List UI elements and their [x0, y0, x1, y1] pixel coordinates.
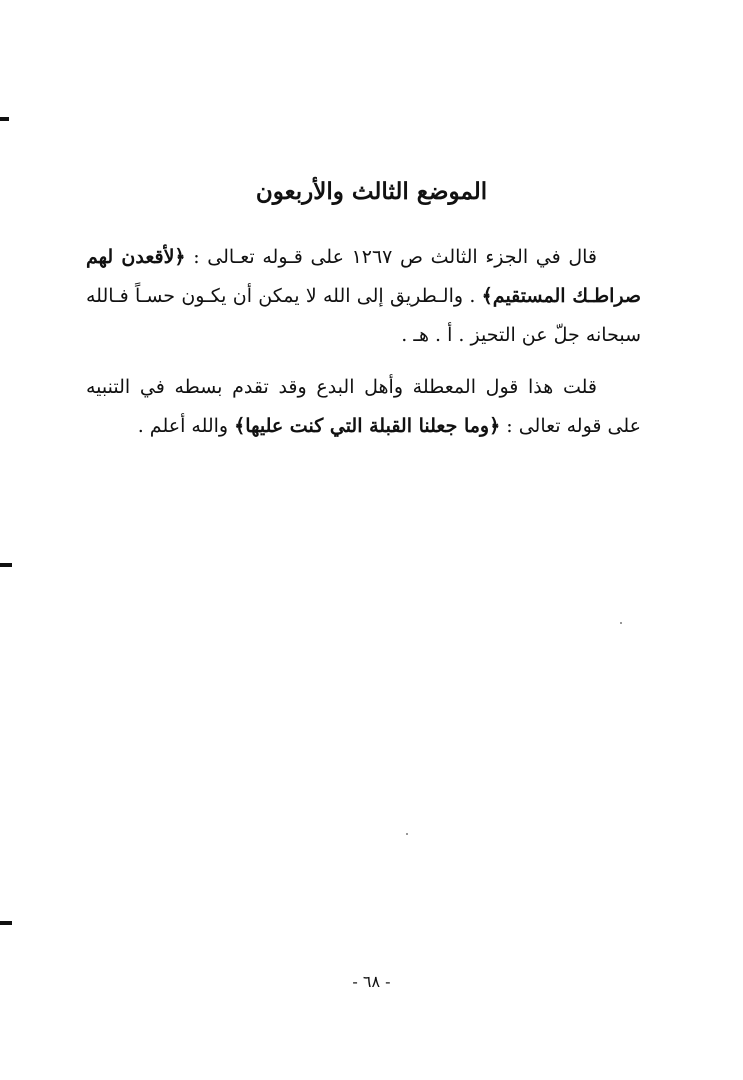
quran-quote-2: ﴿وما جعلنا القبلة التي كنت عليها﴾	[234, 415, 501, 437]
scan-margin-mark-bottom	[0, 921, 12, 925]
paragraph-1	[86, 238, 641, 355]
quran-quote-1: ﴿لأقعدن لهم صراطـك المستقيم﴾	[86, 246, 642, 307]
scan-margin-mark-middle	[0, 563, 12, 567]
paragraph-2	[86, 368, 641, 446]
paragraph-2-text-a: قلت هذا قول المعطلة وأهل البدع وقد تقدم بسطه في التنبيه على قوله تعالى :	[86, 376, 641, 437]
paragraph-1-text-a: قال في الجزء الثالث ص ١٢٦٧ على قـوله تعـالى :	[185, 246, 597, 268]
scan-speck	[406, 833, 408, 835]
page-number: - ٦٨ -	[352, 972, 391, 991]
paragraph-2-text-b: والله أعلم .	[137, 415, 235, 437]
scan-speck	[620, 622, 622, 624]
section-title: الموضع الثالث والأربعون	[255, 178, 488, 205]
scan-margin-mark-top	[0, 117, 9, 121]
paragraph-1-text-b: . والـطريق إلى الله لا يمكن أن يكـون حسـاً فـالله سبحانه جلّ عن التحيز . أ . هـ .	[86, 285, 641, 346]
